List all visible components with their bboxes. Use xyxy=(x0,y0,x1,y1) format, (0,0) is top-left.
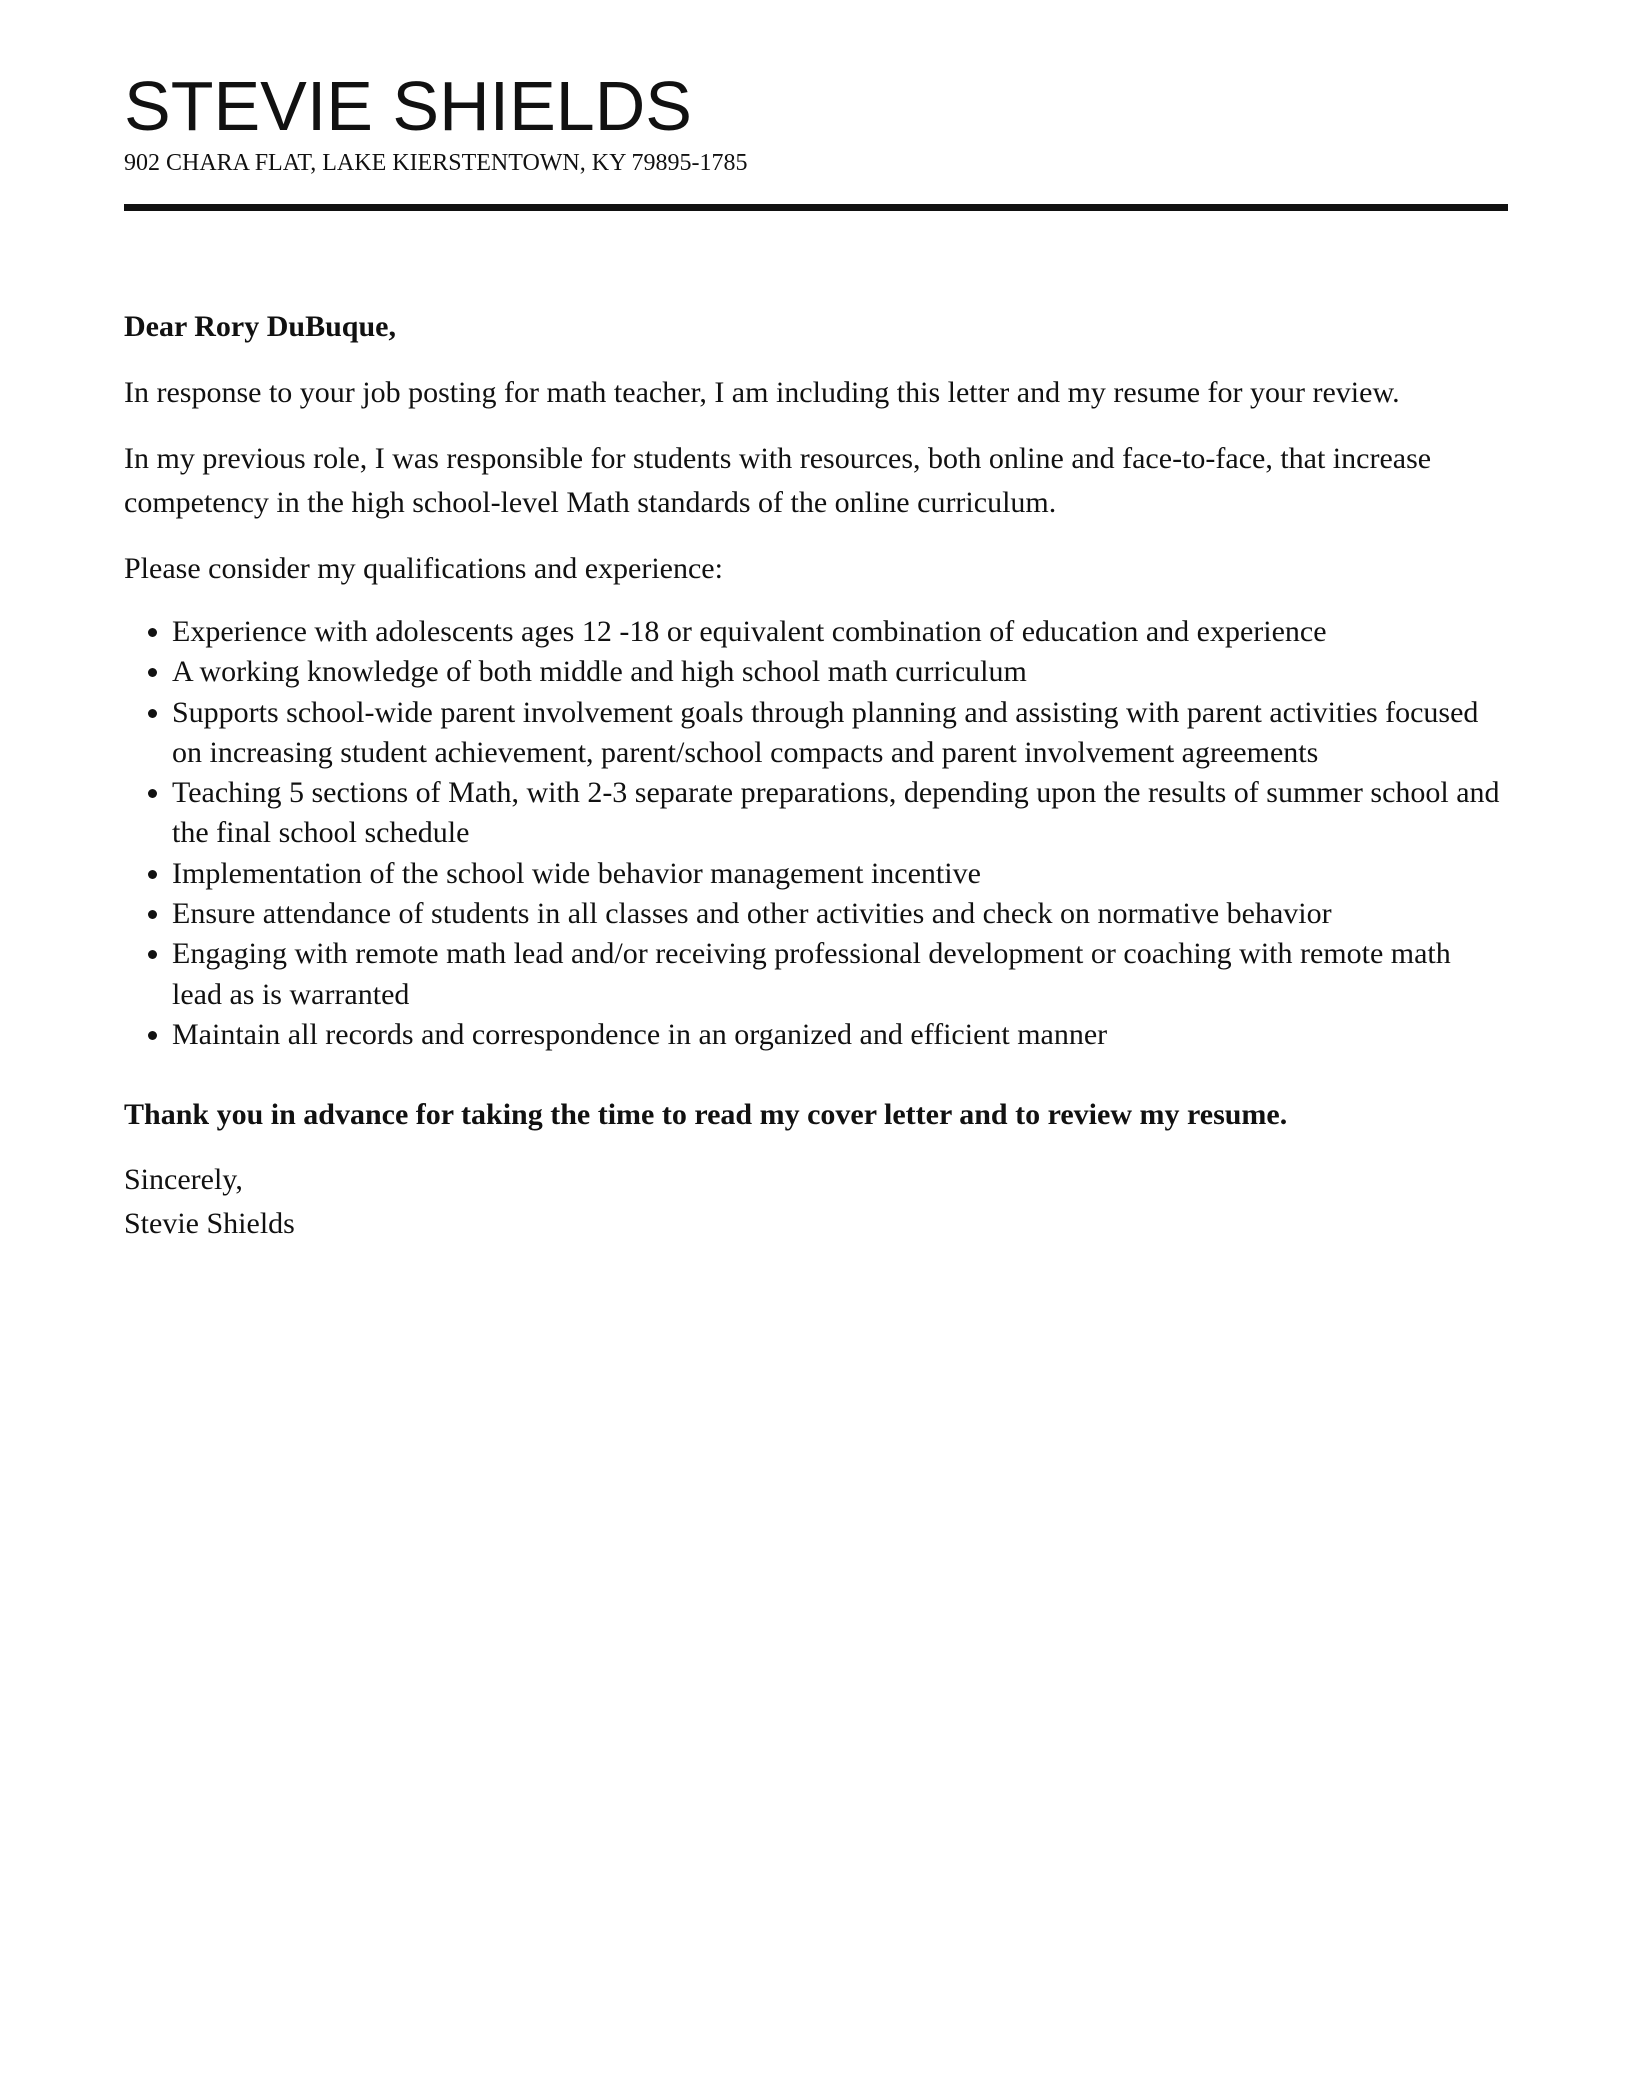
list-item: • Engaging with remote math lead and/or receiving professional development or coaching with remote math lead as is warranted xyxy=(172,934,1508,1015)
signature-name: Stevie Shields xyxy=(124,1207,295,1241)
list-item: • A working knowledge of both middle and high school math curriculum xyxy=(172,652,1508,692)
list-item: • Teaching 5 sections of Math, with 2-3 separate preparations, depending upon the results of summer school and the final school schedule xyxy=(172,773,1508,854)
applicant-name: STEVIE SHIELDS xyxy=(124,67,692,145)
cover-letter-page xyxy=(124,66,1508,1246)
paragraph-intro: In response to your job posting for math teacher, I am including this letter and my resume for your review. xyxy=(124,376,1400,409)
header-divider xyxy=(124,204,1508,211)
qualifications-list xyxy=(124,612,1508,1055)
signoff xyxy=(124,1158,1508,1246)
letter-body xyxy=(124,305,1508,1246)
list-item: • Supports school-wide parent involvement goals through planning and assisting with parent activities focused on increasing student achievement, parent/school compacts and parent involvement agreements xyxy=(172,693,1508,774)
list-item: • Implementation of the school wide behavior management incentive xyxy=(172,854,1508,894)
list-item: • Experience with adolescents ages 12 -18 or equivalent combination of education and experience xyxy=(172,612,1508,652)
list-item: • Maintain all records and correspondence in an organized and efficient manner xyxy=(172,1015,1508,1055)
paragraph-consider: Please consider my qualifications and experience: xyxy=(124,552,723,585)
closing-statement: Thank you in advance for taking the time to read my cover letter and to review my resume. xyxy=(124,1098,1288,1132)
salutation: Dear Rory DuBuque, xyxy=(124,310,396,343)
list-item: • Ensure attendance of students in all classes and other activities and check on normative behavior xyxy=(172,894,1508,934)
applicant-address: 902 CHARA FLAT, LAKE KIERSTENTOWN, KY 79895-1785 xyxy=(124,150,748,176)
valediction: Sincerely, xyxy=(124,1163,243,1197)
paragraph-previous-role: In my previous role, I was responsible for students with resources, both online and face-to-face, that increase competency in the high school-level Math standards of the online curriculum. xyxy=(124,442,1432,519)
